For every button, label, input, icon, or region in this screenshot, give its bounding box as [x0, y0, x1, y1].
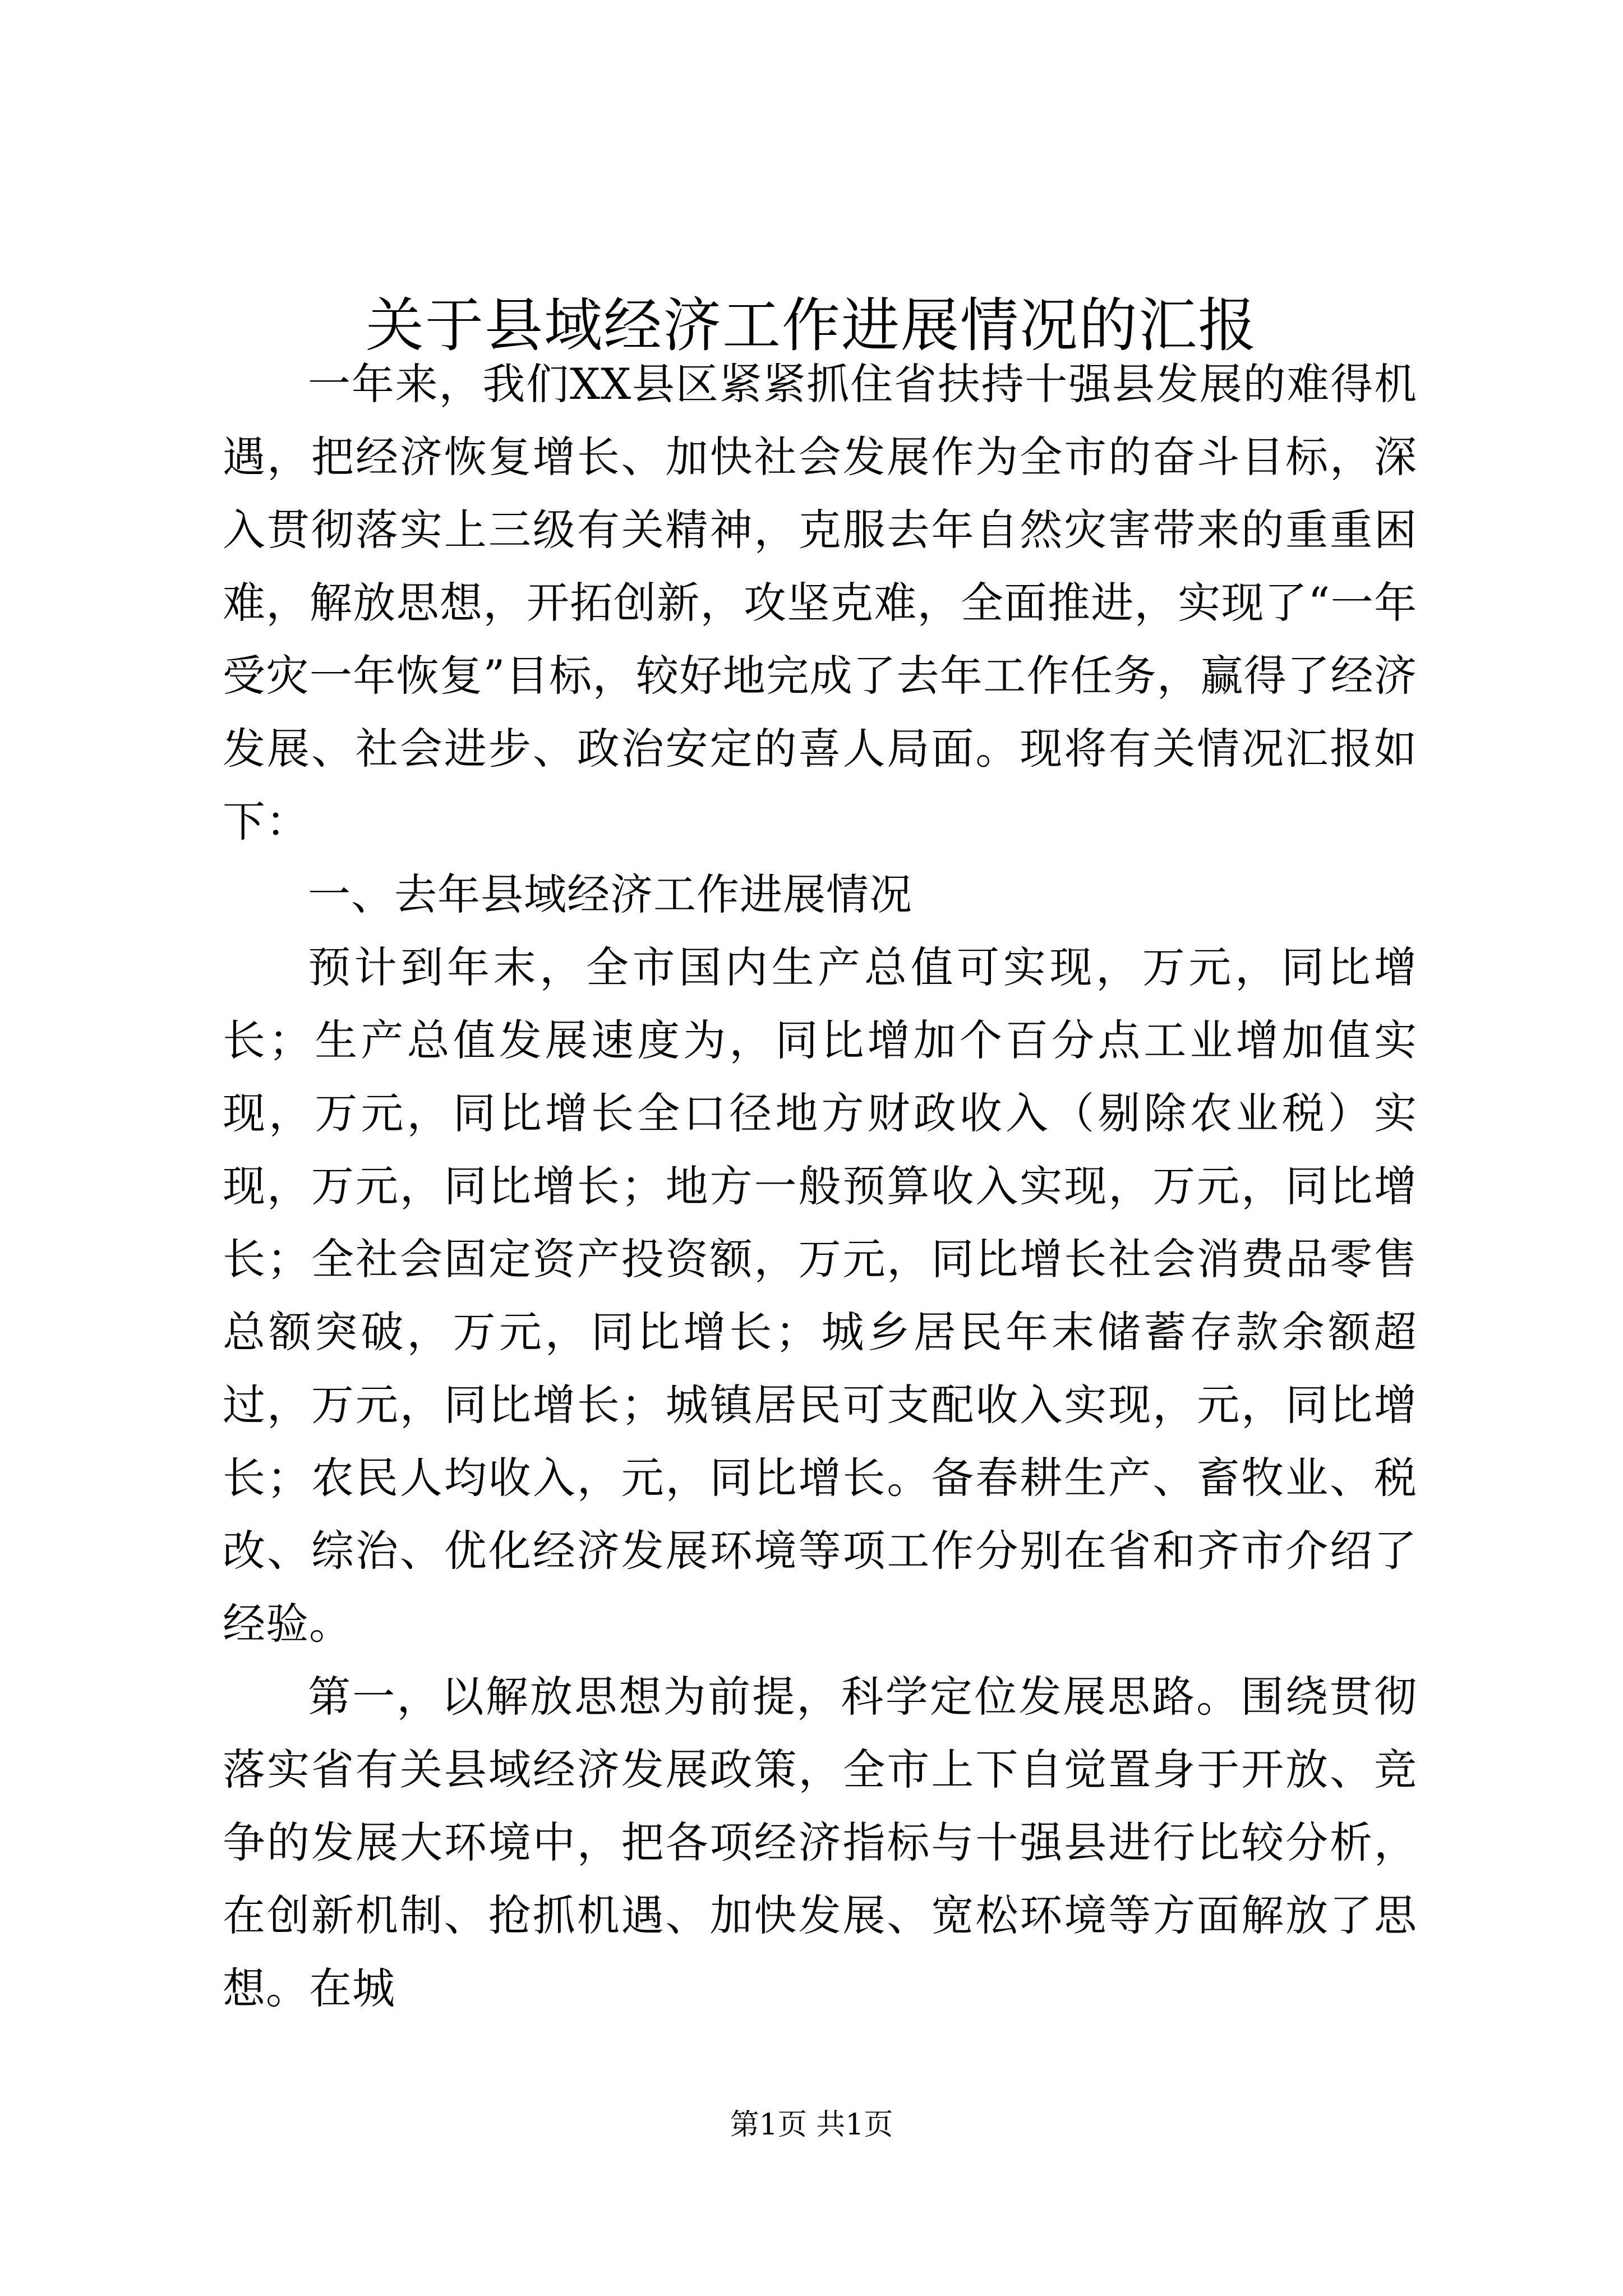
document-body [223, 348, 1417, 2025]
paragraph-statistics: 预计到年末，全市国内生产总值可实现，万元，同比增长；生产总值发展速度为，同比增加个百分点工业增加值实现，万元，同比增长全口径地方财政收入（剔除农业税）实现，万元，同比增长；地方一般预算收入实现，万元，同比增长；全社会固定资产投资额，万元，同比增长社会消费品零售总额突破，万元，同比增长；城乡居民年末储蓄存款余额超过，万元，同比增长；城镇居民可支配收入实现，元，同比增长；农民人均收入，元，同比增长。备春耕生产、畜牧业、税改、综治、优化经济发展环境等项工作分别在省和齐市介绍了经验。 [223, 942, 1417, 1649]
section-heading: 一、去年县域经济工作进展情况 [308, 869, 912, 919]
page-number-footer: 第1页 共1页 [730, 2108, 893, 2142]
paragraph-first-point: 第一，以解放思想为前提，科学定位发展思路。围绕贯彻落实省有关县域经济发展政策，全市上下自觉置身于开放、竞争的发展大环境中，把各项经济指标与十强县进行比较分析，在创新机制、抢抓机遇、加快发展、宽松环境等方面解放了思想。在城 [223, 1672, 1417, 2013]
document-title: 关于县域经济工作进展情况的汇报 [365, 291, 1257, 360]
paragraph-intro: 一年来，我们XX县区紧紧抓住省扶持十强县发展的难得机遇，把经济恢复增长、加快社会发展作为全市的奋斗目标，深入贯彻落实上三级有关精神，克服去年自然灾害带来的重重困难，解放思想，开拓创新，攻坚克难，全面推进，实现了“一年受灾一年恢复”目标，较好地完成了去年工作任务，赢得了经济发展、社会进步、政治安定的喜人局面。现将有关情况汇报如下： [223, 359, 1417, 846]
